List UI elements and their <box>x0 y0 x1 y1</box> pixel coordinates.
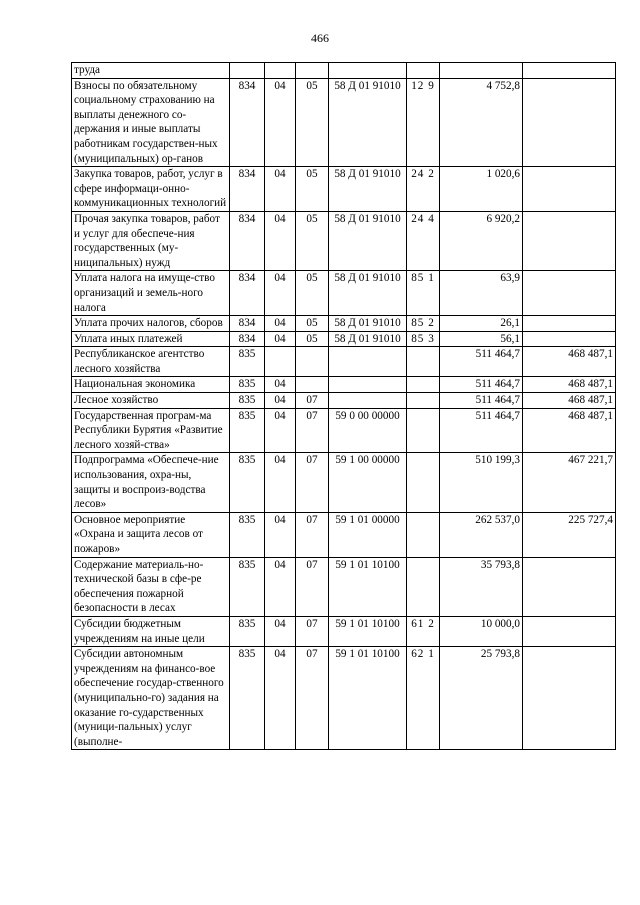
table-row <box>72 347 616 377</box>
subsection-code-cell: 07 <box>296 616 329 646</box>
table-row <box>72 167 616 212</box>
subsection-code-cell: 07 <box>296 557 329 616</box>
amount-cell: 511 464,7 <box>440 408 523 453</box>
table-row <box>72 393 616 409</box>
table-row <box>72 78 616 167</box>
amount-cell: 511 464,7 <box>440 347 523 377</box>
amount-next-year-cell: 468 487,1 <box>523 347 616 377</box>
expense-type-cell <box>407 347 440 377</box>
amount-next-year-cell <box>523 167 616 212</box>
target-article-cell <box>329 393 407 409</box>
row-name-cell: Уплата прочих налогов, сборов <box>72 316 230 332</box>
expense-type-cell: 61 2 <box>407 616 440 646</box>
row-name-cell: Основное мероприятие «Охрана и защита лесов от пожаров» <box>72 512 230 557</box>
department-code-cell: 834 <box>230 271 265 316</box>
amount-cell: 10 000,0 <box>440 616 523 646</box>
table-row <box>72 557 616 616</box>
row-name-cell: Субсидии автономным учреждениям на финансо-вое обеспечение государ-ственного (муниципально-го) задания на оказание го-сударственных (муници-пальных) услуг (выполне- <box>72 647 230 750</box>
amount-next-year-cell <box>523 78 616 167</box>
target-article-cell: 58 Д 01 91010 <box>329 167 407 212</box>
subsection-code-cell: 07 <box>296 453 329 512</box>
amount-next-year-cell <box>523 331 616 347</box>
target-article-cell: 58 Д 01 91010 <box>329 78 407 167</box>
expense-type-cell <box>407 377 440 393</box>
section-code-cell: 04 <box>265 453 296 512</box>
expense-type-cell: 12 9 <box>407 78 440 167</box>
amount-cell: 262 537,0 <box>440 512 523 557</box>
amount-next-year-cell: 468 487,1 <box>523 377 616 393</box>
amount-next-year-cell <box>523 211 616 270</box>
table-row <box>72 271 616 316</box>
expense-type-cell <box>407 453 440 512</box>
amount-cell: 56,1 <box>440 331 523 347</box>
section-code-cell: 04 <box>265 557 296 616</box>
amount-cell: 6 920,2 <box>440 211 523 270</box>
row-name-cell: Прочая закупка товаров, работ и услуг для обеспече-ния государственных (му-ниципальных) нужд <box>72 211 230 270</box>
section-code-cell: 04 <box>265 616 296 646</box>
department-code-cell: 835 <box>230 347 265 377</box>
section-code-cell: 04 <box>265 211 296 270</box>
target-article-cell: 59 1 01 10100 <box>329 616 407 646</box>
row-name-cell: труда <box>72 63 230 79</box>
row-name-cell: Лесное хозяйство <box>72 393 230 409</box>
expense-type-cell: 24 4 <box>407 211 440 270</box>
section-code-cell: 04 <box>265 78 296 167</box>
table-row <box>72 211 616 270</box>
section-code-cell: 04 <box>265 393 296 409</box>
subsection-code-cell: 05 <box>296 331 329 347</box>
amount-cell: 1 020,6 <box>440 167 523 212</box>
department-code-cell: 834 <box>230 167 265 212</box>
amount-next-year-cell <box>523 616 616 646</box>
amount-cell <box>440 63 523 79</box>
expense-type-cell <box>407 63 440 79</box>
section-code-cell: 04 <box>265 167 296 212</box>
subsection-code-cell: 07 <box>296 408 329 453</box>
expense-type-cell: 62 1 <box>407 647 440 750</box>
expense-type-cell <box>407 557 440 616</box>
subsection-code-cell: 05 <box>296 167 329 212</box>
amount-next-year-cell <box>523 316 616 332</box>
row-name-cell: Подпрограмма «Обеспече-ние использования, охра-ны, защиты и воспроиз-водства лесов» <box>72 453 230 512</box>
expense-type-cell <box>407 393 440 409</box>
target-article-cell <box>329 63 407 79</box>
expense-type-cell <box>407 512 440 557</box>
expense-type-cell: 85 3 <box>407 331 440 347</box>
department-code-cell: 834 <box>230 211 265 270</box>
amount-cell: 25 793,8 <box>440 647 523 750</box>
table-row <box>72 63 616 79</box>
department-code-cell: 835 <box>230 393 265 409</box>
department-code-cell: 835 <box>230 408 265 453</box>
subsection-code-cell: 05 <box>296 78 329 167</box>
department-code-cell: 835 <box>230 647 265 750</box>
target-article-cell: 58 Д 01 91010 <box>329 316 407 332</box>
subsection-code-cell: 07 <box>296 512 329 557</box>
table-row <box>72 316 616 332</box>
expense-type-cell: 85 2 <box>407 316 440 332</box>
subsection-code-cell <box>296 63 329 79</box>
department-code-cell: 835 <box>230 616 265 646</box>
subsection-code-cell: 07 <box>296 647 329 750</box>
section-code-cell: 04 <box>265 512 296 557</box>
amount-next-year-cell <box>523 271 616 316</box>
expense-type-cell: 24 2 <box>407 167 440 212</box>
section-code-cell: 04 <box>265 377 296 393</box>
department-code-cell: 834 <box>230 331 265 347</box>
amount-cell: 511 464,7 <box>440 393 523 409</box>
amount-cell: 510 199,3 <box>440 453 523 512</box>
amount-next-year-cell <box>523 647 616 750</box>
row-name-cell: Государственная програм-ма Республики Бурятия «Развитие лесного хозяй-ства» <box>72 408 230 453</box>
row-name-cell: Содержание материаль-но-технической базы в сфе-ре обеспечения пожарной безопасности в лесах <box>72 557 230 616</box>
department-code-cell: 835 <box>230 557 265 616</box>
budget-table <box>71 62 616 750</box>
target-article-cell: 58 Д 01 91010 <box>329 211 407 270</box>
section-code-cell: 04 <box>265 647 296 750</box>
table-row <box>72 408 616 453</box>
target-article-cell: 59 1 00 00000 <box>329 453 407 512</box>
amount-next-year-cell: 468 487,1 <box>523 408 616 453</box>
subsection-code-cell: 07 <box>296 393 329 409</box>
department-code-cell <box>230 63 265 79</box>
target-article-cell: 59 1 01 10100 <box>329 647 407 750</box>
expense-type-cell <box>407 408 440 453</box>
table-row <box>72 331 616 347</box>
amount-cell: 35 793,8 <box>440 557 523 616</box>
department-code-cell: 834 <box>230 316 265 332</box>
row-name-cell: Национальная экономика <box>72 377 230 393</box>
amount-cell: 26,1 <box>440 316 523 332</box>
amount-cell: 511 464,7 <box>440 377 523 393</box>
amount-cell: 4 752,8 <box>440 78 523 167</box>
section-code-cell: 04 <box>265 408 296 453</box>
amount-next-year-cell: 468 487,1 <box>523 393 616 409</box>
target-article-cell: 58 Д 01 91010 <box>329 271 407 316</box>
target-article-cell <box>329 377 407 393</box>
amount-cell: 63,9 <box>440 271 523 316</box>
amount-next-year-cell: 225 727,4 <box>523 512 616 557</box>
page-number: 466 <box>311 31 329 45</box>
table-row <box>72 616 616 646</box>
section-code-cell: 04 <box>265 271 296 316</box>
expense-type-cell: 85 1 <box>407 271 440 316</box>
amount-next-year-cell <box>523 63 616 79</box>
row-name-cell: Уплата налога на имуще-ство организаций и земель-ного налога <box>72 271 230 316</box>
subsection-code-cell <box>296 377 329 393</box>
row-name-cell: Взносы по обязательному социальному страхованию на выплаты денежного со-держания и иные выплаты работникам государствен-ных (муниципальных) ор-ганов <box>72 78 230 167</box>
target-article-cell: 59 1 01 00000 <box>329 512 407 557</box>
department-code-cell: 835 <box>230 377 265 393</box>
subsection-code-cell: 05 <box>296 211 329 270</box>
target-article-cell <box>329 347 407 377</box>
subsection-code-cell: 05 <box>296 316 329 332</box>
amount-next-year-cell <box>523 557 616 616</box>
target-article-cell: 59 1 01 10100 <box>329 557 407 616</box>
subsection-code-cell <box>296 347 329 377</box>
section-code-cell <box>265 347 296 377</box>
table-row <box>72 377 616 393</box>
target-article-cell: 59 0 00 00000 <box>329 408 407 453</box>
row-name-cell: Субсидии бюджетным учреждениям на иные цели <box>72 616 230 646</box>
table-row <box>72 453 616 512</box>
department-code-cell: 835 <box>230 512 265 557</box>
department-code-cell: 834 <box>230 78 265 167</box>
amount-next-year-cell: 467 221,7 <box>523 453 616 512</box>
row-name-cell: Республиканское агентство лесного хозяйства <box>72 347 230 377</box>
target-article-cell: 58 Д 01 91010 <box>329 331 407 347</box>
table-row <box>72 647 616 750</box>
row-name-cell: Уплата иных платежей <box>72 331 230 347</box>
department-code-cell: 835 <box>230 453 265 512</box>
subsection-code-cell: 05 <box>296 271 329 316</box>
section-code-cell <box>265 63 296 79</box>
table-row <box>72 512 616 557</box>
section-code-cell: 04 <box>265 316 296 332</box>
row-name-cell: Закупка товаров, работ, услуг в сфере информаци-онно-коммуникационных технологий <box>72 167 230 212</box>
section-code-cell: 04 <box>265 331 296 347</box>
